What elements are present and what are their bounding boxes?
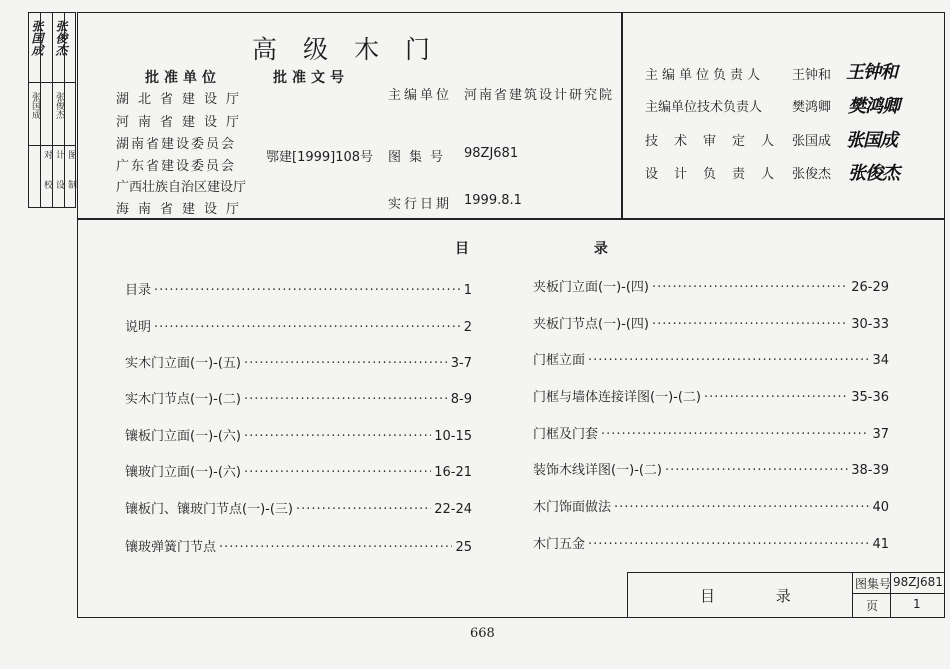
approval-unit-label: 批准单位 [145,70,221,86]
leader-dots [244,465,431,480]
toc-item-label: 镶玻门立面(一)-(六) [125,465,241,480]
toc-item-label: 镶玻弹簧门节点 [125,540,217,555]
toc-item-page: 38-39 [851,463,889,478]
leader-dots [588,353,869,368]
toc-item-label: 实木门立面(一)-(五) [125,356,241,371]
toc-item-page: 22-24 [434,502,472,517]
toc-item-page: 41 [872,537,889,552]
header-split [621,12,623,219]
leader-dots [614,500,869,515]
toc-item-label: 木门五金 [533,537,586,552]
toc-item-label: 夹板门节点(一)-(四) [533,317,649,332]
toc-item-page: 1 [463,283,472,298]
toc-item[interactable] [533,386,889,405]
toc-item-page: 16-21 [434,465,472,480]
effective-date: 1999.8.1 [464,193,522,208]
approval-unit: 海南省建设厅 [116,202,249,217]
strip-role: 设 [54,180,64,189]
footer-page-number: 668 [470,626,495,641]
leader-dots [244,392,448,407]
strip-divider [28,145,76,146]
toc-item[interactable] [533,349,889,368]
toc-item-page: 30-33 [851,317,889,332]
atlas-no: 98ZJ681 [893,575,943,589]
toc-item-page: 26-29 [851,280,889,295]
toc-item[interactable] [125,425,472,444]
approval-doc-label: 批准文号 [273,70,349,86]
toc-item-page: 3-7 [450,356,472,371]
atlas-no-label: 图集号 [855,577,892,591]
toc-item-page: 35-36 [851,390,889,405]
leader-dots [219,540,452,555]
title-block-border [627,572,628,618]
handwritten-signature: 樊鸿卿 [848,96,899,117]
leader-dots [296,502,431,517]
leader-dots [154,320,461,335]
toc-item[interactable] [125,279,472,298]
toc-item[interactable] [125,316,472,335]
leader-dots [652,280,848,295]
toc-item-page: 8-9 [450,392,472,407]
atlas-no: 98ZJ681 [464,146,519,161]
toc-item-label: 镶板门立面(一)-(六) [125,429,241,444]
leader-dots [652,317,848,332]
handwritten-signature: 张俊杰 [848,163,899,184]
header-divider [77,218,945,220]
toc-item[interactable] [533,496,889,515]
approval-unit: 湖南省建设委员会 [116,137,237,152]
toc-item[interactable] [125,461,472,480]
page-label: 页 [866,599,879,613]
strip-name: 张俊杰 [54,92,64,119]
toc-item-label: 装饰木线详图(一)-(二) [533,463,662,478]
responsible-name: 樊鸿卿 [792,100,832,115]
toc-item-page: 25 [455,540,472,555]
approval-unit: 湖北省建设厅 [116,92,249,107]
leader-dots [244,356,448,371]
responsible-name: 张国成 [792,134,832,149]
toc-item-page: 34 [872,353,889,368]
leader-dots [601,427,869,442]
strip-role: 制 [66,180,76,189]
responsible-role: 设计负责人 [645,167,791,182]
toc-item[interactable] [125,388,472,407]
toc-item-label: 实木门节点(一)-(二) [125,392,241,407]
toc-item-label: 木门饰面做法 [533,500,612,515]
responsible-role: 主编单位技术负责人 [645,100,763,115]
responsible-role: 主编单位负责人 [645,68,765,83]
toc-item-label: 夹板门立面(一)-(四) [533,280,649,295]
approval-unit: 广西壮族自治区建设厅 [116,180,247,195]
strip-role: 校 [42,180,52,189]
toc-title: 目 录 [455,241,668,257]
toc-item[interactable] [533,423,889,442]
strip-role: 对 [42,150,52,159]
toc-item[interactable] [125,498,472,517]
leader-dots [665,463,848,478]
title-block-border [627,572,945,573]
toc-item-page: 37 [872,427,889,442]
chief-unit-label: 主编单位 [388,88,453,103]
chief-unit: 河南省建筑设计研究院 [464,88,615,103]
toc-item-label: 目录 [125,283,152,298]
toc-item-label: 门框立面 [533,353,586,368]
toc-item-label: 镶板门、镶玻门节点(一)-(三) [125,502,293,517]
leader-dots [704,390,848,405]
page-number: 1 [913,597,921,611]
toc-item-page: 10-15 [434,429,472,444]
responsible-role: 技术审定人 [645,134,791,149]
responsible-name: 张俊杰 [792,167,832,182]
toc-item[interactable] [125,536,472,555]
handwritten-signature: 张国成 [846,130,897,151]
toc-item[interactable] [533,459,889,478]
handwritten-signature: 王钟和 [846,62,897,83]
document-title: 高级木门 [252,35,457,64]
title-block-border [852,593,945,594]
leader-dots [588,537,869,552]
title-block-border [852,572,853,618]
strip-signature: 张国成 [30,20,44,56]
strip-signature: 张俊杰 [54,20,68,56]
effective-date-label: 实行日期 [388,197,453,212]
toc-item-label: 门框与墙体连接详图(一)-(二) [533,390,701,405]
responsible-name: 王钟和 [792,68,832,83]
strip-divider [28,82,76,83]
toc-item-page: 2 [463,320,472,335]
approval-doc-number: 鄂建[1999]108号 [266,150,374,165]
approval-unit: 河南省建设厅 [116,115,249,130]
leader-dots [154,283,461,298]
strip-role: 计 [54,150,64,159]
approval-unit: 广东省建设委员会 [116,159,237,174]
sheet-title: 目 录 [700,587,819,605]
strip-name: 张国成 [30,92,40,119]
toc-item[interactable] [533,276,889,295]
toc-item[interactable] [533,313,889,332]
strip-role: 图 [66,150,76,159]
toc-item-label: 说明 [125,320,152,335]
toc-item-page: 40 [872,500,889,515]
atlas-no-label: 图集号 [388,150,452,165]
toc-item[interactable] [533,533,889,552]
toc-item[interactable] [125,352,472,371]
leader-dots [244,429,431,444]
toc-item-label: 门框及门套 [533,427,599,442]
